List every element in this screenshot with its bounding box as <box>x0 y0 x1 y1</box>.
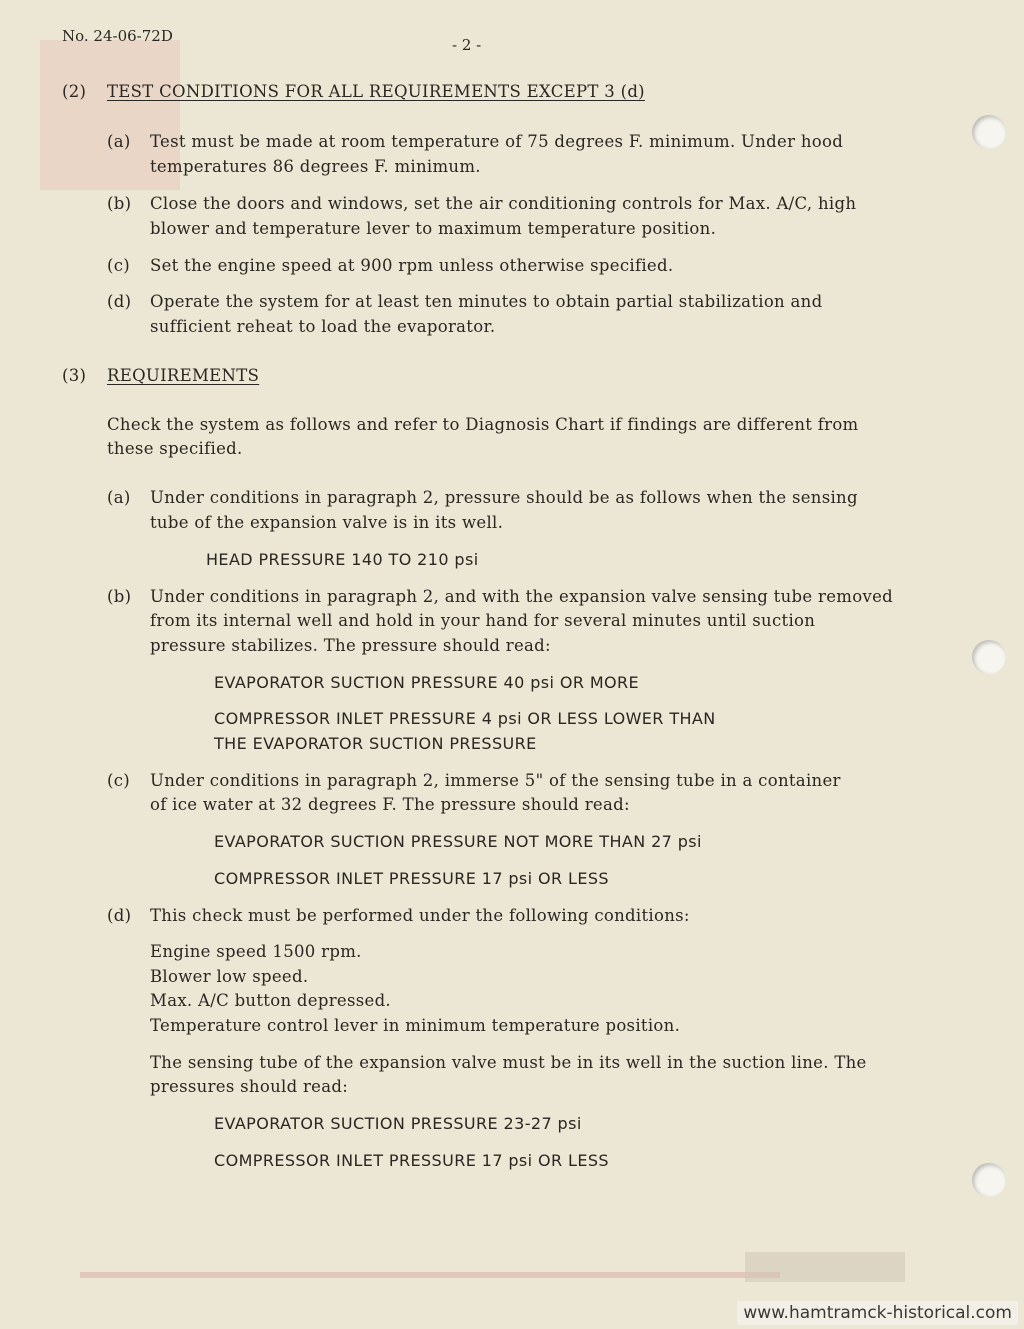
item-label: (d) <box>107 292 132 311</box>
pressure-spec: EVAPORATOR SUCTION PRESSURE 23-27 psi <box>214 1114 582 1133</box>
pressure-spec: COMPRESSOR INLET PRESSURE 4 psi OR LESS LOWER THAN <box>214 709 716 728</box>
bleed-footer-strip <box>80 1272 780 1278</box>
item-text-line: Close the doors and windows, set the air conditioning controls for Max. A/C, high <box>150 194 857 213</box>
pressure-spec: HEAD PRESSURE 140 TO 210 psi <box>206 550 479 569</box>
item-label: (a) <box>107 132 131 151</box>
item-text-line: blower and temperature lever to maximum temperature position. <box>150 219 717 238</box>
page-number: - 2 - <box>452 36 482 54</box>
item-text-line: Under conditions in paragraph 2, immerse 5" of the sensing tube in a container <box>150 771 841 790</box>
binder-hole-top <box>972 115 1006 149</box>
section-3-title: REQUIREMENTS <box>107 366 260 385</box>
item-label: (c) <box>107 256 131 275</box>
section-3-number: (3) <box>62 366 87 385</box>
item-label: (d) <box>107 906 132 925</box>
item-text-line: pressure stabilizes. The pressure should read: <box>150 636 551 655</box>
item-label: (b) <box>107 194 132 213</box>
item-text-line: Under conditions in paragraph 2, and with the expansion valve sensing tube removed <box>150 587 893 606</box>
site-watermark: www.hamtramck-historical.com <box>737 1301 1018 1325</box>
binder-hole-middle <box>972 640 1006 674</box>
condition-line: Max. A/C button depressed. <box>150 991 391 1010</box>
section-2-number: (2) <box>62 82 87 101</box>
item-text-line: This check must be performed under the following conditions: <box>150 906 690 925</box>
item-text-line: sufficient reheat to load the evaporator. <box>150 317 496 336</box>
item-text-line: from its internal well and hold in your hand for several minutes until suction <box>150 611 816 630</box>
item-text-line: Operate the system for at least ten minutes to obtain partial stabilization and <box>150 292 823 311</box>
pressure-spec: EVAPORATOR SUCTION PRESSURE NOT MORE THAN 27 psi <box>214 832 702 851</box>
item-text-line: temperatures 86 degrees F. minimum. <box>150 157 481 176</box>
condition-line: Blower low speed. <box>150 967 309 986</box>
item-text-line: of ice water at 32 degrees F. The pressure should read: <box>150 795 630 814</box>
item-text-line: tube of the expansion valve is in its well. <box>150 513 504 532</box>
document-number: No. 24-06-72D <box>62 27 173 45</box>
bleed-brand-mark <box>745 1252 905 1282</box>
item-text-line: Set the engine speed at 900 rpm unless otherwise specified. <box>150 256 674 275</box>
pressure-spec: EVAPORATOR SUCTION PRESSURE 40 psi OR MORE <box>214 673 640 692</box>
condition-line: Engine speed 1500 rpm. <box>150 942 362 961</box>
item-label: (c) <box>107 771 131 790</box>
section-2-title: TEST CONDITIONS FOR ALL REQUIREMENTS EXCEPT 3 (d) <box>107 82 645 101</box>
pressure-spec: THE EVAPORATOR SUCTION PRESSURE <box>214 734 537 753</box>
binder-hole-bottom <box>972 1163 1006 1197</box>
intro-line: these specified. <box>107 439 243 458</box>
item-text-line: Under conditions in paragraph 2, pressure should be as follows when the sensing <box>150 488 858 507</box>
item-text-line: Test must be made at room temperature of 75 degrees F. minimum. Under hood <box>150 132 844 151</box>
paragraph-line: pressures should read: <box>150 1077 349 1096</box>
intro-line: Check the system as follows and refer to Diagnosis Chart if findings are different from <box>107 415 859 434</box>
condition-line: Temperature control lever in minimum temperature position. <box>150 1016 681 1035</box>
paragraph-line: The sensing tube of the expansion valve must be in its well in the suction line. The <box>150 1053 867 1072</box>
item-label: (b) <box>107 587 132 606</box>
pressure-spec: COMPRESSOR INLET PRESSURE 17 psi OR LESS <box>214 869 609 888</box>
pressure-spec: COMPRESSOR INLET PRESSURE 17 psi OR LESS <box>214 1151 609 1170</box>
item-label: (a) <box>107 488 131 507</box>
